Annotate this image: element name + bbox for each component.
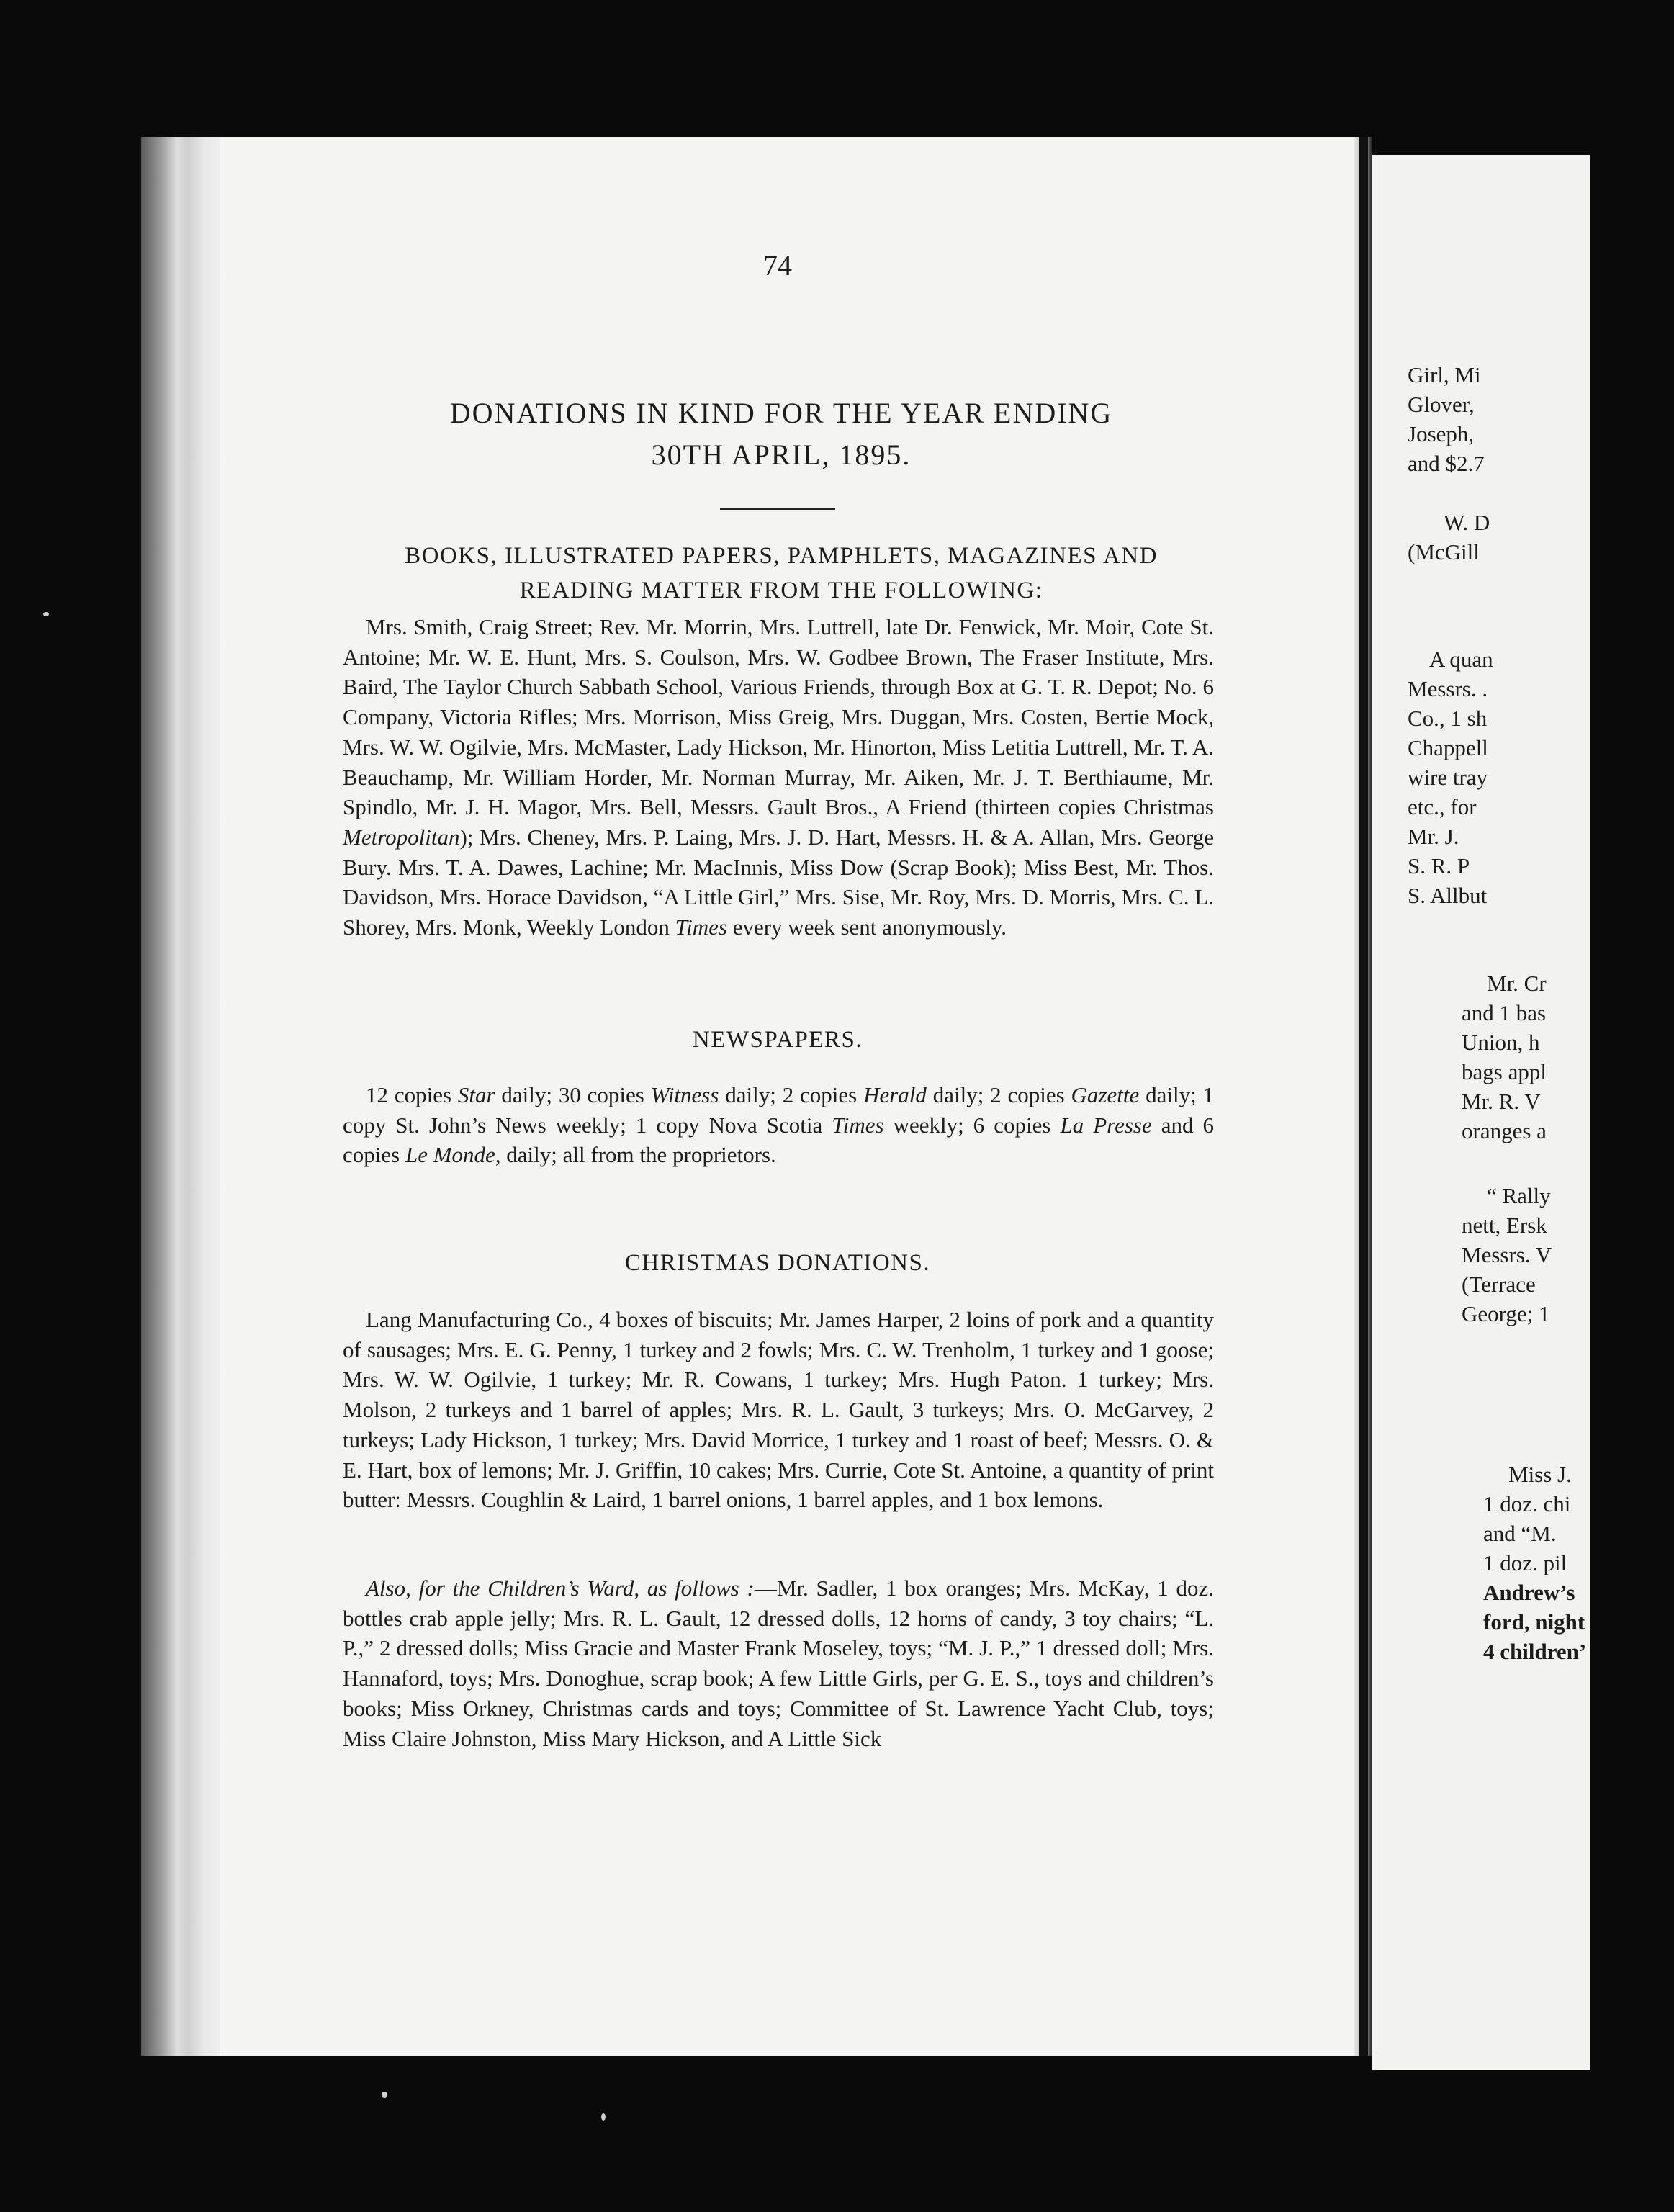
right-line: Joseph, (1408, 421, 1475, 446)
right-line: Co., 1 sh (1408, 706, 1488, 731)
right-line: and 1 bas (1462, 1000, 1547, 1025)
right-line: 1 doz. pil (1483, 1550, 1567, 1575)
right-line: wire tray (1408, 765, 1488, 790)
right-page-block-1 (1408, 360, 1595, 478)
books-text: Mrs. Smith, Craig Street; Rev. Mr. Morrin, Mrs. Luttrell, late Dr. Fenwick, Mr. Moir, Cote St. Antoine; Mr. W. E. Hunt, Mrs. S. Coulson, Mrs. W. Godbee Brown, The Fraser Institute, Mrs. Baird, The Taylor Church Sabbath School, Various Friends, through Box at G. T. R. Depot; No. 6 Company, Victoria Rifles; Mrs. Morrison, Miss Greig, Mrs. Duggan, Mrs. Costen, Bertie Mock, Mrs. W. W. Ogilvie, Mrs. McMaster, Lady Hickson, Mr. Hinorton, Miss Letitia Luttrell, Mr. T. A. Beauchamp, Mr. William Horder, Mr. Norman Murray, Mr. Aiken, Mr. J. T. Berthiaume, Mr. Spindlo, Mr. J. H. Magor, Mrs. Bell, Messrs. Gault Bros., A Friend (thirteen copies Christmas (343, 614, 1214, 820)
childrens-ward-text: —Mr. Sadler, 1 box oranges; Mrs. McKay, 1 doz. bottles crab apple jelly; Mrs. R. L. Gault, 12 dressed dolls, 12 horns of candy, 3 toy chairs; “L. P.,” 2 dressed dolls; Miss Gracie and Master Frank Moseley, toys; “M. J. P.,” 1 dressed doll; Mrs. Hannaford, toys; Mrs. Donoghue, scrap book; A few Little Girls, per G. E. S., toys and children’s books; Miss Orkney, Christmas cards and toys; Committee of St. Lawrence Yacht Club, toys; Miss Claire Johnston, Miss Mary Hickson, and A Little Sick (343, 1575, 1214, 1751)
right-line: “ Rally (1487, 1183, 1551, 1208)
book-page-edges (141, 137, 220, 2056)
news-text: , daily; all from the proprietors. (495, 1142, 776, 1168)
books-italic-title: Times (675, 914, 727, 940)
title-rule (720, 508, 835, 510)
book-spine (1359, 137, 1368, 2056)
right-line: Union, h (1462, 1030, 1540, 1055)
news-text: daily; 2 copies (719, 1082, 864, 1107)
right-line: and “M. (1483, 1521, 1557, 1546)
news-title: La Presse (1060, 1112, 1152, 1138)
dust-speck (382, 2092, 387, 2098)
newspapers-paragraph (343, 1080, 1214, 1170)
news-text: weekly; 6 copies (883, 1112, 1061, 1138)
childrens-ward-intro: Also, for the Children’s Ward, as follows : (366, 1575, 755, 1601)
right-line: Glover, (1408, 392, 1475, 417)
right-line: (Terrace (1462, 1272, 1536, 1297)
right-line: Messrs. V (1462, 1242, 1552, 1267)
newspapers-heading: NEWSPAPERS. (692, 1027, 863, 1053)
right-line: and $2.7 (1408, 451, 1485, 476)
right-page-block-2 (1408, 508, 1631, 567)
right-line: Mr. R. V (1462, 1089, 1541, 1114)
right-line: Mr. Cr (1487, 971, 1547, 996)
right-line: Mr. J. (1408, 824, 1459, 849)
right-line: Andrew’s (1483, 1580, 1575, 1605)
right-line: etc., for (1408, 794, 1477, 819)
books-donors-paragraph (343, 612, 1214, 943)
right-line: nett, Ersk (1462, 1213, 1547, 1238)
right-line: Chappell (1408, 735, 1488, 760)
right-line: George; 1 (1462, 1301, 1550, 1326)
right-line: ford, night (1483, 1609, 1585, 1635)
news-text: and 6 copies (343, 1112, 1214, 1168)
news-title: Le Monde (405, 1142, 495, 1168)
right-line: 4 children’ (1483, 1639, 1587, 1664)
dust-speck (601, 2113, 606, 2121)
news-text: daily; 1 copy St. John’s News weekly; 1 copy Nova Scotia (343, 1082, 1215, 1138)
books-heading (317, 539, 1246, 608)
right-line: (McGill (1408, 539, 1480, 565)
news-title: Times (832, 1112, 884, 1138)
right-line: S. Allbut (1408, 883, 1488, 908)
right-line: A quan (1429, 647, 1493, 672)
right-line: Miss J. (1508, 1462, 1572, 1487)
right-line: Messrs. . (1408, 676, 1488, 701)
title-line-1: DONATIONS IN KIND FOR THE YEAR ENDING (449, 397, 1113, 429)
right-line: S. R. P (1408, 853, 1470, 878)
dust-speck (43, 612, 49, 616)
right-line: bags appl (1462, 1059, 1547, 1084)
news-title: Star (457, 1082, 495, 1107)
books-text: every week sent anonymously. (726, 914, 1007, 940)
news-title: Herald (863, 1082, 927, 1107)
christmas-heading: CHRISTMAS DONATIONS. (624, 1250, 931, 1276)
books-heading-line-2: READING MATTER FROM THE FOLLOWING: (519, 577, 1043, 603)
news-text: daily; 30 copies (495, 1082, 651, 1107)
news-text: daily; 2 copies (926, 1082, 1071, 1107)
news-title: Witness (650, 1082, 719, 1107)
right-page-block-5 (1462, 1181, 1674, 1328)
right-line: Girl, Mi (1408, 362, 1481, 387)
news-title: Gazette (1071, 1082, 1140, 1107)
news-text: 12 copies (366, 1082, 458, 1107)
right-page-block-3 (1408, 644, 1595, 910)
page-number: 74 (763, 249, 792, 282)
right-line: oranges a (1462, 1118, 1547, 1143)
page-title (338, 392, 1224, 476)
books-italic-title: Metropolitan (343, 824, 460, 850)
right-line: 1 doz. chi (1483, 1491, 1571, 1516)
right-page-block-4 (1462, 968, 1674, 1146)
books-text: ); Mrs. Cheney, Mrs. P. Laing, Mrs. J. D. Hart, Messrs. H. & A. Allan, Mrs. George Bury. Mrs. T. A. Dawes, Lachine; Mr. MacInnis, Miss Dow (Scrap Book); Miss Best, Mr. Thos. Davidson, Mrs. Horace Davidson, “A Little Girl,” Mrs. Sise, Mr. Roy, Mrs. D. Morris, Mrs. C. L. Shorey, Mrs. Monk, Weekly London (343, 824, 1214, 940)
title-line-2: 30TH APRIL, 1895. (651, 439, 912, 471)
christmas-paragraph: Lang Manufacturing Co., 4 boxes of biscuits; Mr. James Harper, 2 loins of pork and a quantity of sausages; Mrs. E. G. Penny, 1 turkey and 2 fowls; Mrs. C. W. Trenholm, 1 turkey and 1 goose; Mrs. W. W. Ogilvie, 1 turkey; Mr. R. Cowans, 1 turkey; Mrs. Hugh Paton. 1 turkey; Mrs. Molson, 2 turkeys and 1 barrel of apples; Mrs. R. L. Gault, 3 turkeys; Mrs. O. McGarvey, 2 turkeys; Lady Hickson, 1 turkey; Mrs. David Morrice, 1 turkey and 1 roast of beef; Messrs. O. & E. Hart, box of lemons; Mr. J. Griffin, 10 cakes; Mrs. Currie, Cote St. Antoine, a quantity of print butter: Messrs. Coughlin & Laird, 1 barrel onions, 1 barrel apples, and 1 box lemons. (343, 1307, 1214, 1513)
right-line: W. D (1444, 510, 1490, 535)
books-heading-line-1: BOOKS, ILLUSTRATED PAPERS, PAMPHLETS, MAGAZINES AND (405, 543, 1158, 569)
childrens-ward-paragraph (343, 1573, 1214, 1753)
right-page-block-6 (1483, 1460, 1670, 1666)
